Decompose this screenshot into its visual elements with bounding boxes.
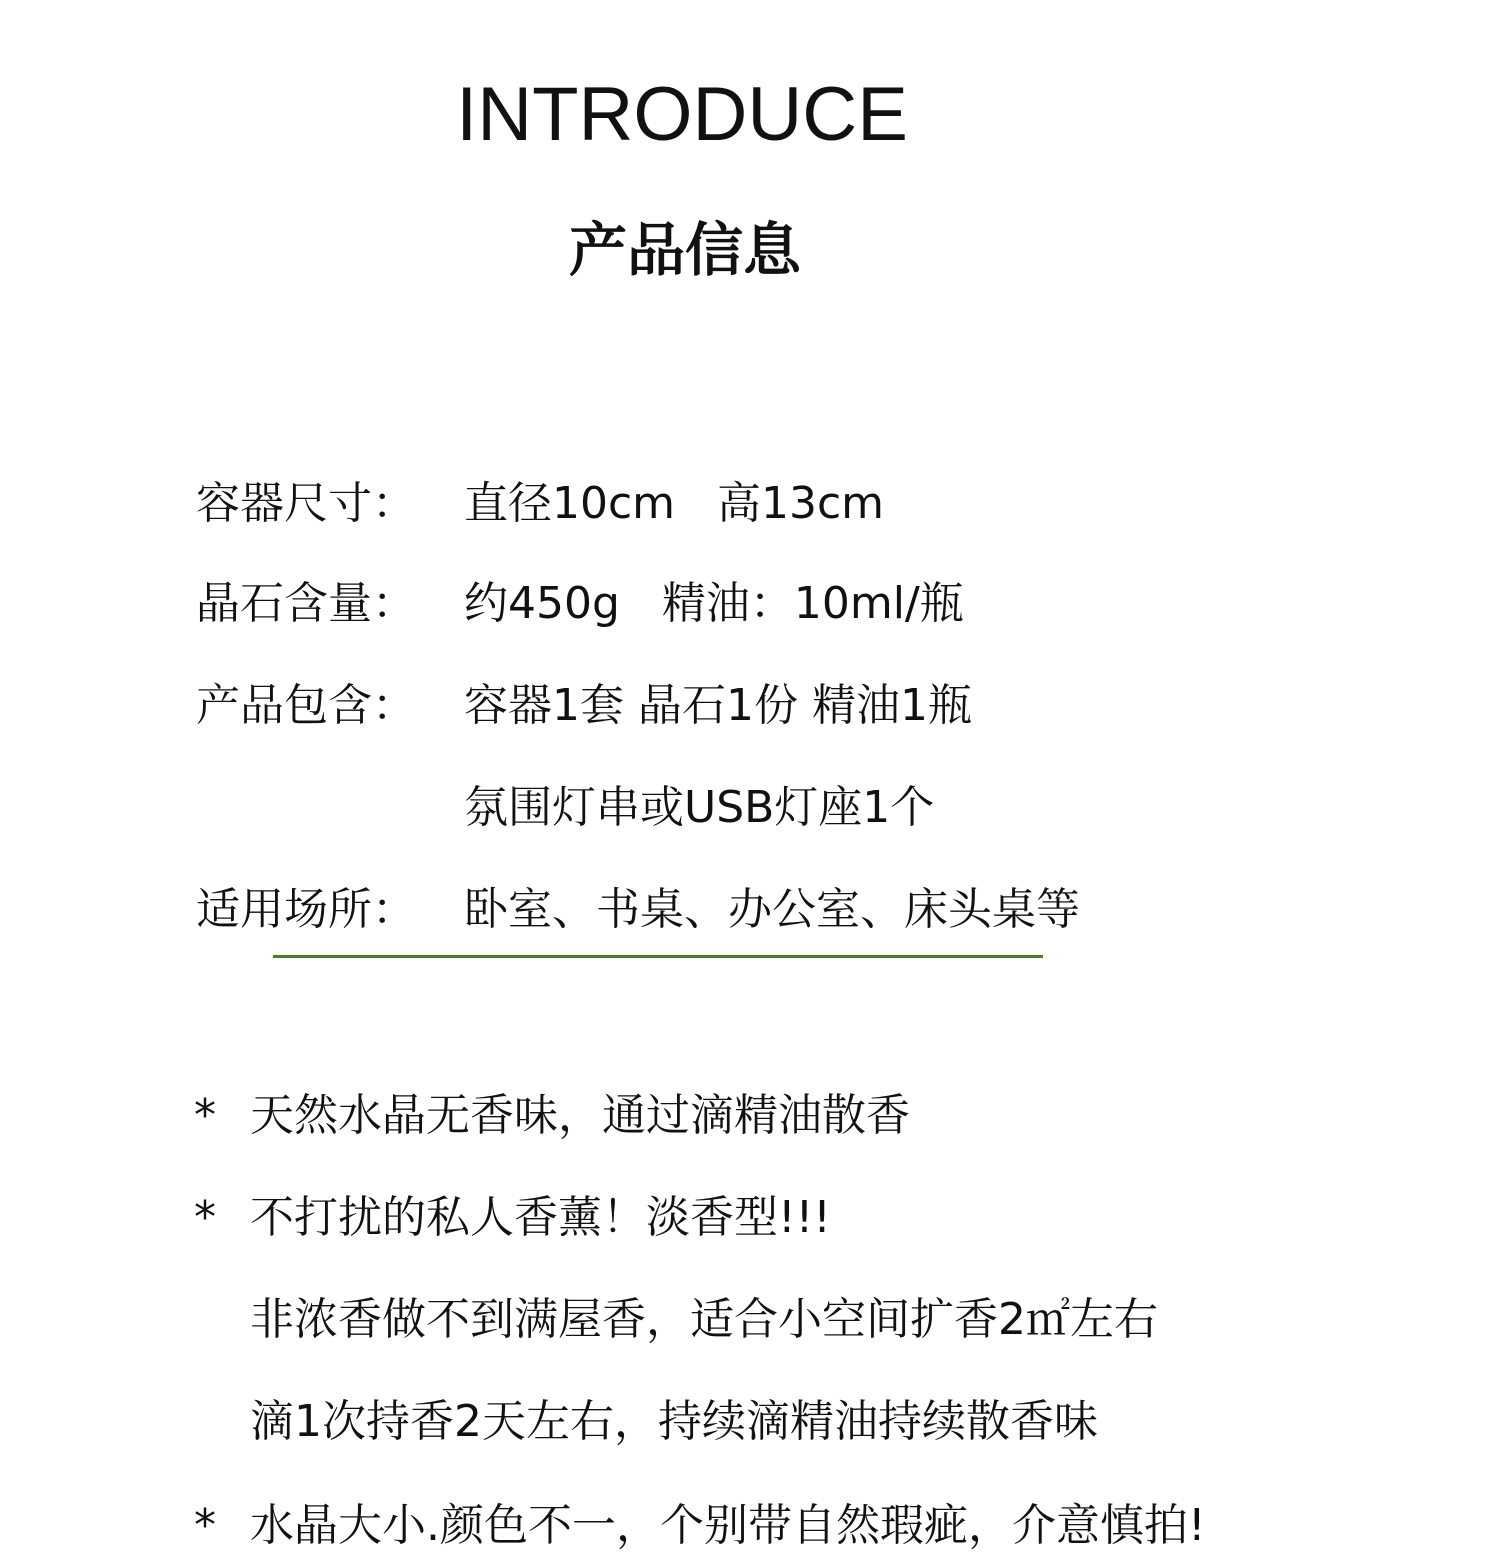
spec-label: 产品包含： bbox=[195, 680, 416, 731]
asterisk-bullet: * bbox=[193, 1192, 216, 1243]
title-chinese: 产品信息 bbox=[568, 216, 801, 284]
note-text: 不打扰的私人香薰！淡香型!!! bbox=[249, 1192, 831, 1243]
spec-value: 氛围灯串或USB灯座1个 bbox=[463, 782, 935, 833]
note-line-continued bbox=[222, 1332, 1098, 1452]
note-text: 滴1次持香2天左右，持续滴精油持续散香味 bbox=[249, 1396, 1098, 1447]
asterisk-bullet: * bbox=[193, 1500, 216, 1551]
spec-row-suitable-places bbox=[168, 820, 1080, 940]
spec-value: 直径10cm 高13cm bbox=[463, 478, 885, 529]
note-text: 非浓香做不到满屋香，适合小空间扩香2㎡左右 bbox=[249, 1294, 1158, 1345]
spec-label: 容器尺寸： bbox=[195, 478, 416, 529]
note-line bbox=[166, 1436, 1206, 1556]
spec-label: 适用场所： bbox=[195, 884, 416, 935]
asterisk-bullet: * bbox=[193, 1090, 216, 1141]
spec-value: 约450g 精油：10ml/瓶 bbox=[463, 578, 964, 629]
title-english: INTRODUCE bbox=[456, 72, 908, 157]
spec-label: 晶石含量： bbox=[195, 578, 416, 629]
spec-value: 容器1套 晶石1份 精油1瓶 bbox=[463, 680, 972, 731]
section-divider bbox=[273, 955, 1043, 958]
note-text: 天然水晶无香味，通过滴精油散香 bbox=[249, 1090, 910, 1141]
note-text: 水晶大小.颜色不一，个别带自然瑕疵，介意慎拍! bbox=[249, 1500, 1206, 1551]
spec-value: 卧室、书桌、办公室、床头桌等 bbox=[463, 884, 1080, 935]
